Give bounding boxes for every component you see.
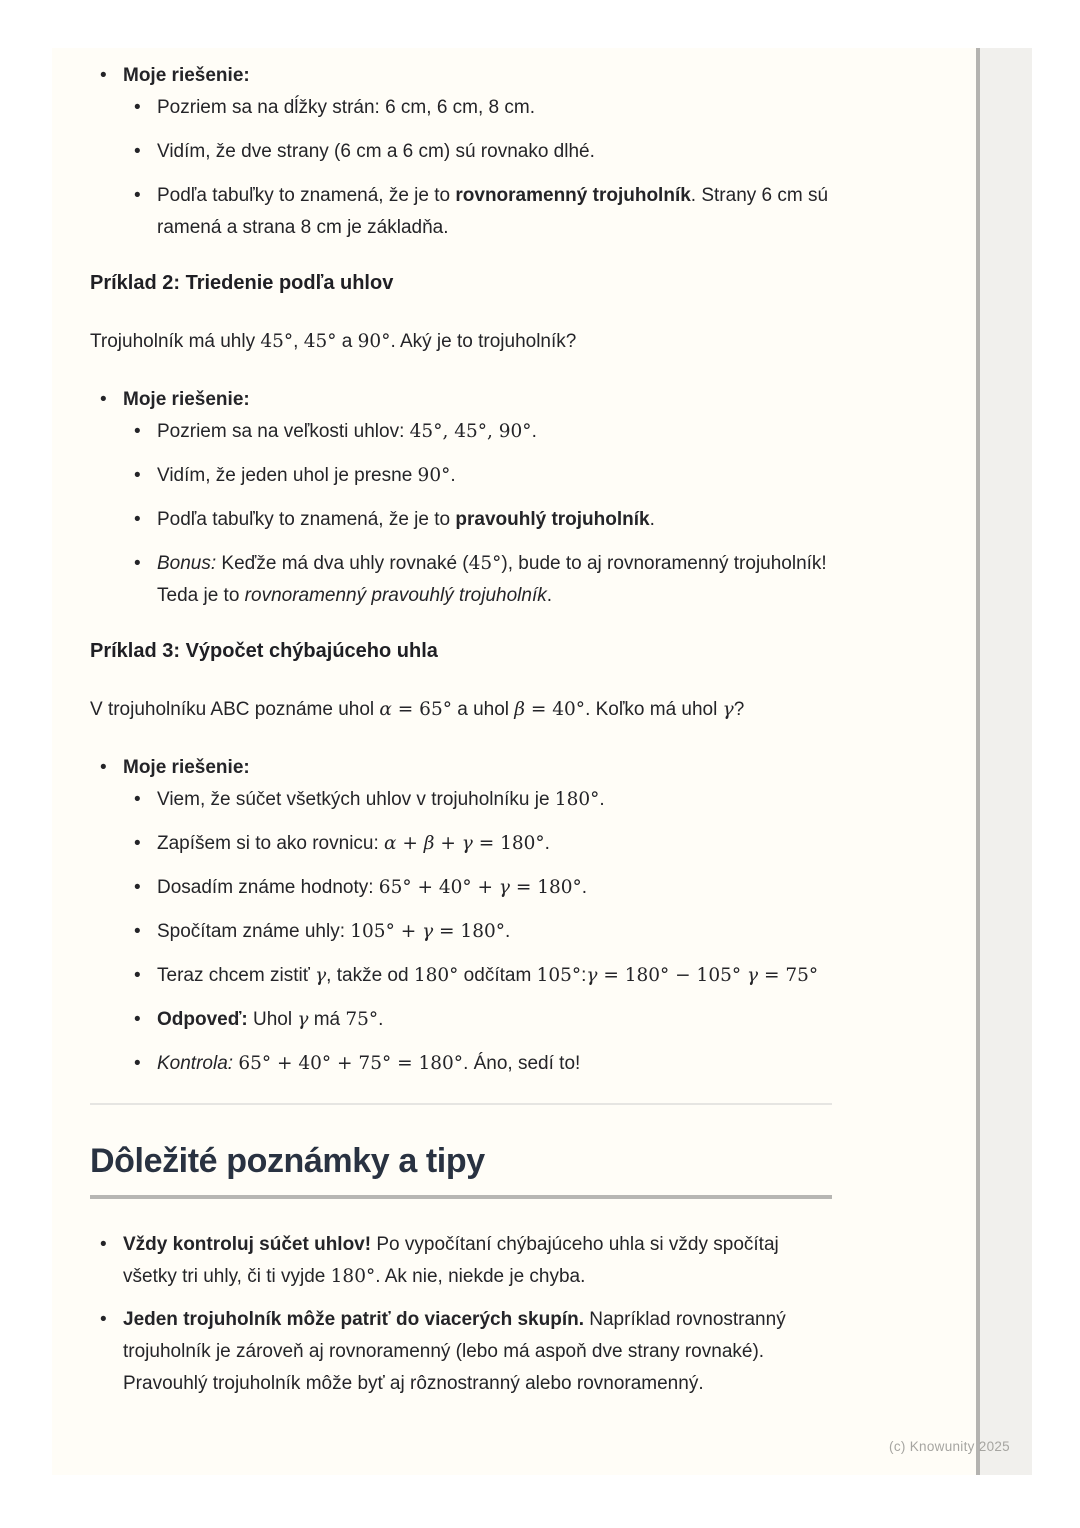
math-text: 45° <box>468 553 502 574</box>
paragraph <box>90 326 832 358</box>
math-text: 90° <box>357 331 391 352</box>
text-run: Zapíšem si to ako rovnicu: <box>157 833 385 854</box>
text-run: . Aký je to trojuholník? <box>390 331 577 352</box>
text-run: ? <box>733 699 745 720</box>
text-run: , takže od <box>326 965 414 986</box>
text-run: . <box>599 789 605 810</box>
example-heading: Príklad 2: Triedenie podľa uhlov <box>90 272 394 294</box>
text-run: Vždy kontroluj súčet uhlov! <box>123 1234 372 1255</box>
list-item <box>124 784 832 816</box>
list-item <box>90 1229 832 1293</box>
text-run: . <box>504 921 511 942</box>
list-item <box>124 180 832 244</box>
text-run: Jeden trojuholník môže patriť do viacerých skupín. <box>123 1309 584 1330</box>
list-item <box>90 752 832 1080</box>
text-run: . <box>378 1009 384 1030</box>
copyright-watermark: (c) Knowunity 2025 <box>889 1439 1010 1454</box>
text-run: Pozriem sa na dĺžky strán: 6 cm, 6 cm, 8 cm. <box>157 97 535 118</box>
math-text: β <box>514 699 525 720</box>
text-run: odčítam <box>458 965 537 986</box>
math-text: α <box>379 699 392 720</box>
text-run: Teraz chcem zistiť <box>157 965 316 986</box>
document-page <box>52 48 977 1475</box>
text-run: rovnoramenný trojuholník <box>455 185 691 206</box>
math-text: γ <box>297 1009 309 1030</box>
text-run: Vidím, že jeden uhol je presne <box>157 465 418 486</box>
list-item <box>124 916 832 948</box>
bullet-list <box>90 384 832 612</box>
math-text: γ <box>422 921 434 942</box>
text-run: . <box>450 465 456 486</box>
text-run: a uhol <box>451 699 515 720</box>
text-run: Keďže má dva uhly rovnaké ( <box>216 553 469 574</box>
math-text: = 180° <box>433 921 505 942</box>
math-text: 45° <box>260 331 294 352</box>
text-run: Trojuholník má uhly <box>90 331 261 352</box>
text-run: . <box>531 421 537 442</box>
math-text: 105° <box>536 965 582 986</box>
math-text: 45° <box>303 331 337 352</box>
list-item <box>124 828 832 860</box>
text-run: . Strany 6 cm sú ramená a strana 8 cm je základňa. <box>157 185 829 238</box>
math-text: 180° <box>413 965 459 986</box>
math-text: 65° + 40° + <box>378 877 499 898</box>
math-text: = 180° − 105° <box>597 965 747 986</box>
text-run: Moje riešenie: <box>123 757 250 778</box>
text-run: Uhol <box>247 1009 298 1030</box>
text-run: Kontrola: <box>157 1053 234 1074</box>
list-item <box>124 504 832 536</box>
list-item <box>90 384 832 612</box>
example-heading: Príklad 3: Výpočet chýbajúceho uhla <box>90 640 438 662</box>
math-text: = 180° <box>472 833 545 854</box>
text-run: a <box>336 331 358 352</box>
list-item <box>124 548 832 612</box>
math-text: 180° <box>330 1266 376 1287</box>
text-run: Moje riešenie: <box>123 65 250 86</box>
math-text: 75° <box>345 1009 379 1030</box>
text-run: V trojuholníku ABC poznáme uhol <box>90 699 380 720</box>
title-underline-rule <box>90 1195 832 1199</box>
text-run: Spočítam známe uhly: <box>157 921 351 942</box>
math-text: 45°, 45°, 90° <box>409 421 532 442</box>
math-text: 105° + <box>350 921 423 942</box>
document-content <box>90 48 832 1400</box>
bullet-list <box>90 60 832 244</box>
text-run: Dosadím známe hodnoty: <box>157 877 379 898</box>
text-run: , <box>293 331 304 352</box>
list-item <box>90 60 832 244</box>
list-item <box>124 960 832 992</box>
nested-bullet-list <box>124 416 832 612</box>
math-text: γ <box>498 877 510 898</box>
text-run: : <box>581 965 587 986</box>
text-run: . <box>581 877 588 898</box>
text-run: . <box>649 509 655 530</box>
text-run: . Ak nie, niekde je chyba. <box>375 1266 586 1287</box>
bullet-list <box>90 752 832 1080</box>
bullet-list <box>90 1229 832 1400</box>
text-run: . <box>546 585 553 606</box>
text-run: pravouhlý trojuholník <box>455 509 650 530</box>
text-run: Moje riešenie: <box>123 389 250 410</box>
math-text: γ <box>722 699 734 720</box>
text-run: Po vypočítaní chýbajúceho uhla si vždy spočítaj všetky tri uhly, či ti vyjde <box>123 1234 779 1287</box>
text-run: Bonus: <box>157 553 217 574</box>
text-run: . Áno, sedí to! <box>463 1053 581 1074</box>
text-run: Viem, že súčet všetkých uhlov v trojuholníku je <box>157 789 555 810</box>
scrollbar-track[interactable] <box>980 48 1032 1475</box>
list-item <box>124 1004 832 1036</box>
section-divider-rule <box>90 1103 832 1105</box>
math-text: = 65° <box>391 699 452 720</box>
math-text: = 75° <box>758 965 819 986</box>
text-run: Vidím, že dve strany (6 cm a 6 cm) sú rovnako dlhé. <box>157 141 595 162</box>
section-title: Dôležité poznámky a tipy <box>90 1142 485 1180</box>
math-text: 65° + 40° + 75° = 180° <box>238 1053 464 1074</box>
text-run: ), bude to aj rovnoramenný trojuholník! Teda je to <box>157 553 827 606</box>
nested-bullet-list <box>124 784 832 1080</box>
nested-bullet-list <box>124 92 832 244</box>
list-item <box>124 136 832 168</box>
math-text: = 40° <box>525 699 586 720</box>
list-item <box>124 872 832 904</box>
list-item <box>124 416 832 448</box>
list-item <box>90 1304 832 1400</box>
list-item <box>124 460 832 492</box>
math-text: 180° <box>554 789 600 810</box>
text-run: Pozriem sa na veľkosti uhlov: <box>157 421 410 442</box>
list-item <box>124 1048 832 1080</box>
math-text: γ <box>747 965 759 986</box>
math-text: 90° <box>417 465 451 486</box>
math-text: = 180° <box>509 877 582 898</box>
text-run: . Koľko má uhol <box>585 699 723 720</box>
list-item <box>124 92 832 124</box>
math-text: α + β + γ <box>384 833 473 854</box>
text-run: Podľa tabuľky to znamená, že je to <box>157 185 456 206</box>
text-run: Napríklad rovnostranný trojuholník je zároveň aj rovnoramenný (lebo má aspoň dve strany rovnaké). Pravouhlý trojuholník môže byť aj rôznostranný alebo rovnoramenný. <box>123 1309 786 1394</box>
math-text: γ <box>315 965 327 986</box>
text-run: rovnoramenný pravouhlý trojuholník <box>244 585 547 606</box>
text-run: . <box>544 833 550 854</box>
text-run: Odpoveď: <box>157 1009 248 1030</box>
paragraph <box>90 694 832 726</box>
math-text: γ <box>586 965 598 986</box>
text-run: Podľa tabuľky to znamená, že je to <box>157 509 456 530</box>
text-run: má <box>308 1009 346 1030</box>
